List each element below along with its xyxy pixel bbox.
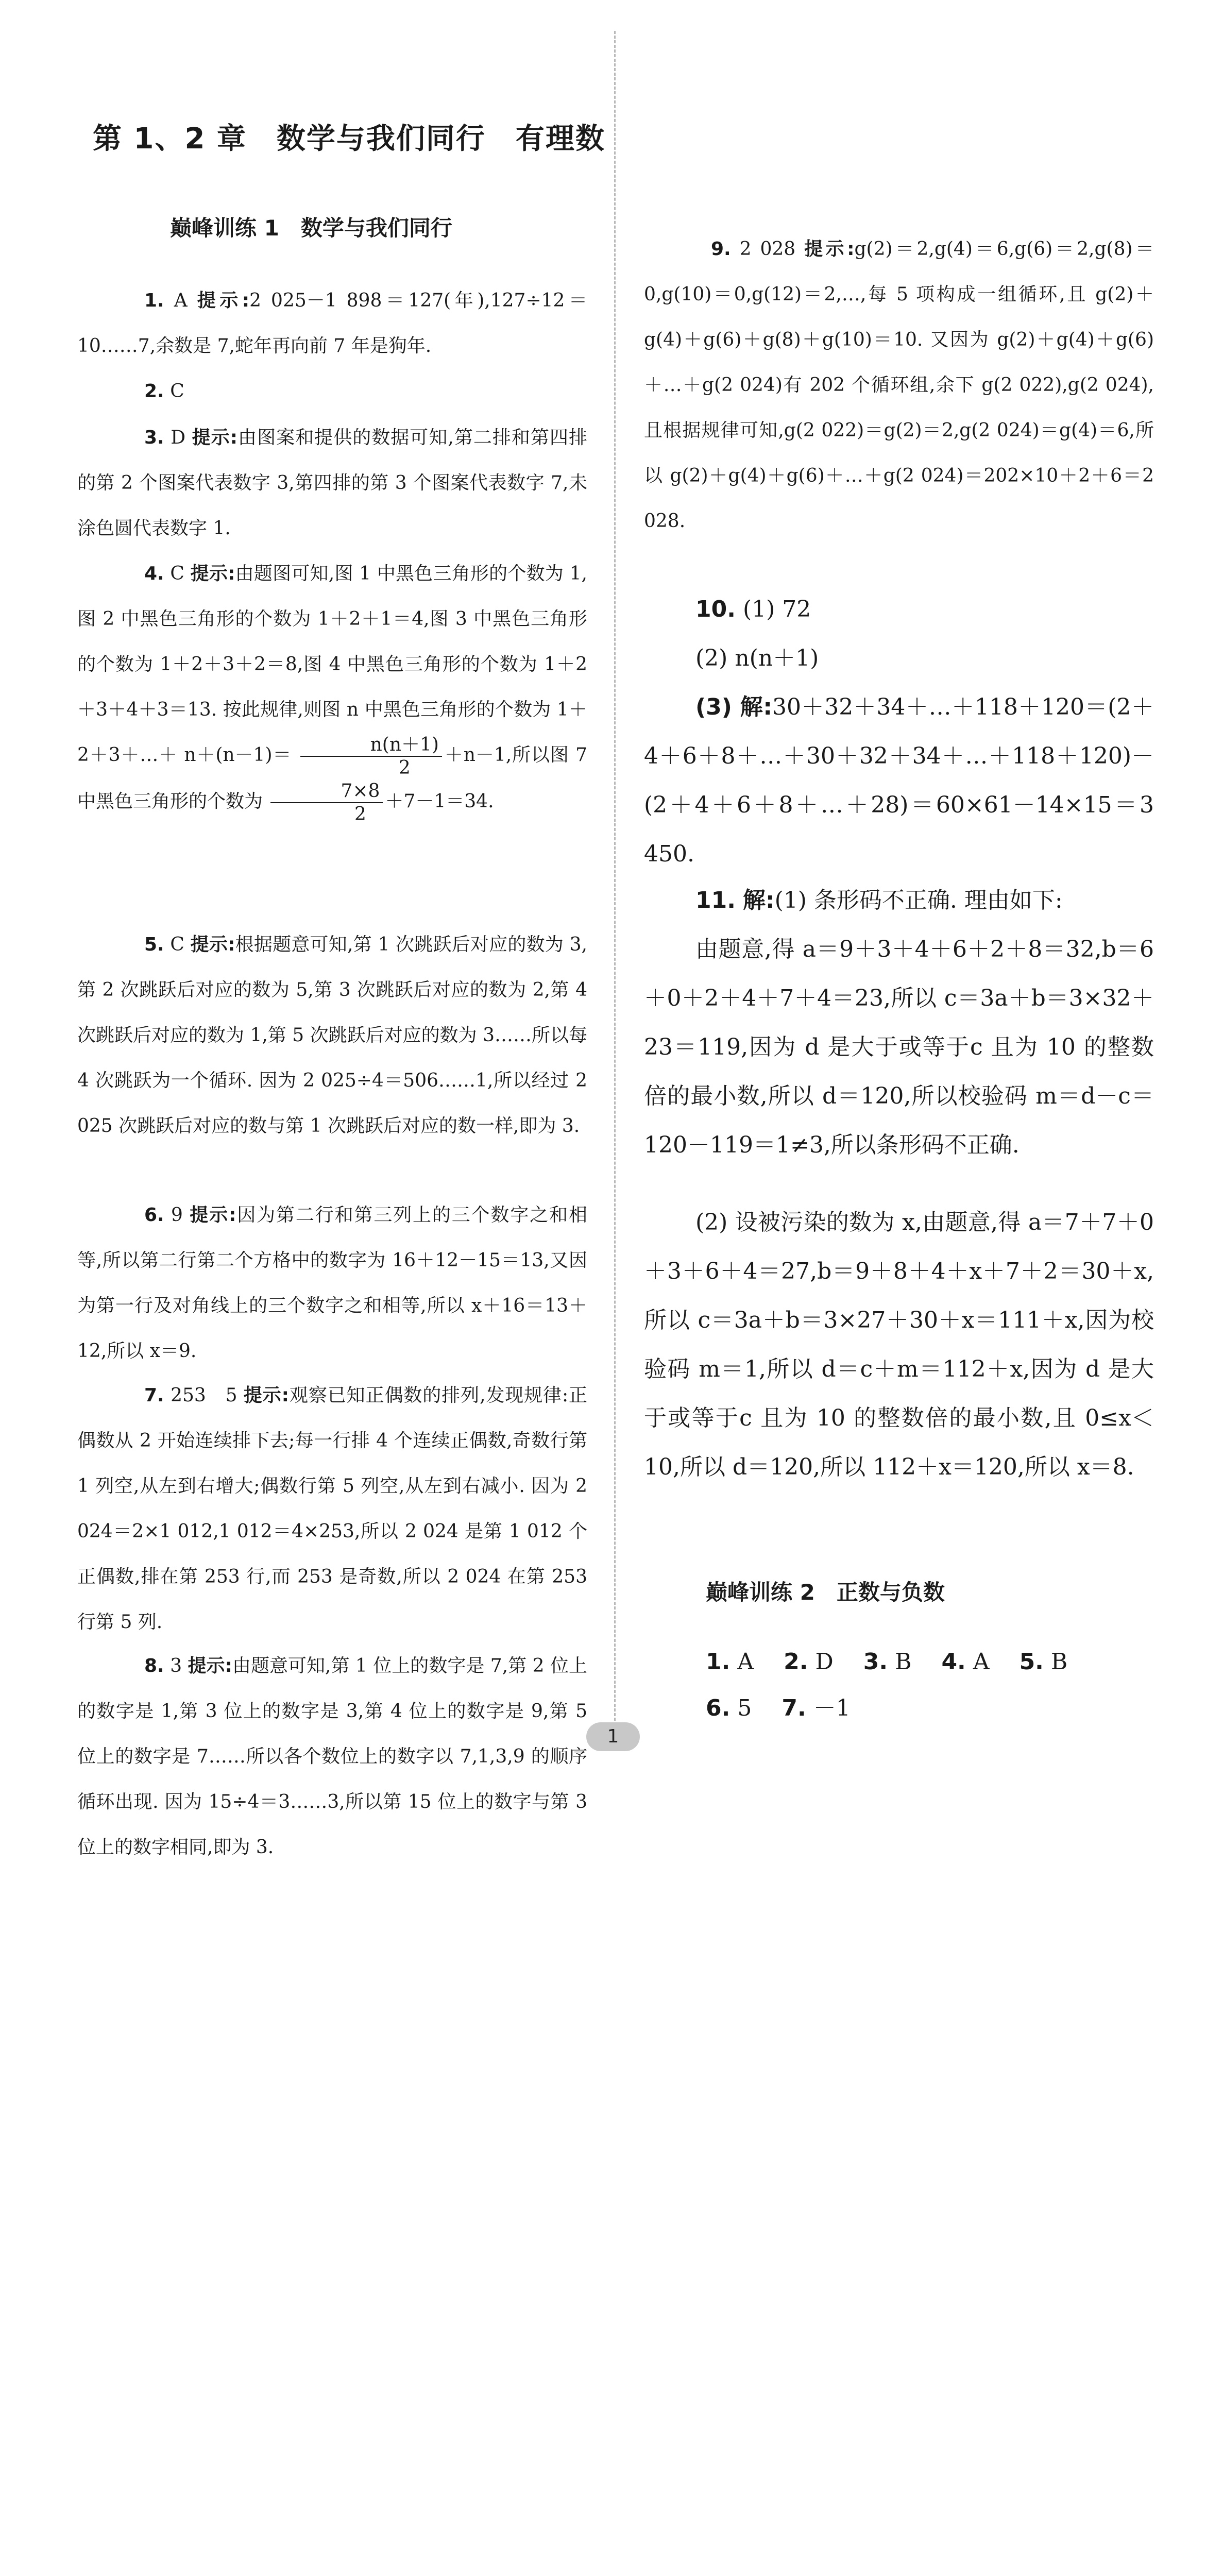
q10-part-3-text: 30＋32＋34＋…＋118＋120＝(2＋4＋6＋8＋…＋30＋32＋34＋…＋118＋120)－(2＋4＋6＋8＋…＋28)＝60×61－14×15＝3 450. (644, 694, 1154, 867)
q7-answer: 253 5 (171, 1385, 237, 1406)
q7-number: 7. (144, 1385, 164, 1406)
q8-hint-label: 提示: (188, 1655, 232, 1676)
q3-answer: D (171, 427, 186, 448)
chapter-title: 第 1、2 章 数学与我们同行 有理数 (93, 122, 605, 156)
q4-frac1-numerator: n(n＋1) (300, 734, 442, 757)
s2-q1-answer: A (737, 1649, 754, 1675)
q1-hint-label: 提示: (197, 290, 250, 311)
q2-number: 2. (144, 381, 164, 402)
q11-part-2-text: (2) 设被污染的数为 x,由题意,得 a＝7＋7＋0＋3＋6＋4＝27,b＝9＋8＋4＋x＋7＋2＝30＋x,所以 c＝3a＋b＝3×27＋30＋x＝111＋x,因为校验码 m＝1,所以 d＝c＋m＝112＋x,因为 d 是大于或等于c 且为 10 的整数倍的最小数,且 0≤x＜10,所以 d＝120,所以 112＋x＝120,所以 x＝8. (644, 1209, 1154, 1480)
q6-hint-text: 因为第二行和第三列上的三个数字之和相等,所以第二行第二个方格中的数字为 16＋12－15＝13,又因为第一行及对角线上的三个数字之和相等,所以 x＋16＝13＋12,所以 x＝9. (77, 1205, 587, 1362)
q8-hint-text: 由题意可知,第 1 位上的数字是 7,第 2 位上的数字是 1,第 3 位上的数字是 3,第 4 位上的数字是 9,第 5 位上的数字是 7……所以各个数位上的数字以 7,1,3,9 的顺序循环出现. 因为 15÷4＝3……3,所以第 15 位上的数字与第 3 位上的数字相同,即为 3. (77, 1655, 587, 1858)
q3-hint-text: 由图案和提供的数据可知,第二排和第四排的第 2 个图案代表数字 3,第四排的第 3 个图案代表数字 7,未涂色圆代表数字 1. (77, 427, 587, 539)
q9-hint-text: g(2)＝2,g(4)＝6,g(6)＝2,g(8)＝0,g(10)＝0,g(12)＝2,…,每 5 项构成一组循环,且 g(2)＋g(4)＋g(6)＋g(8)＋g(10)＝10. 又因为 g(2)＋g(4)＋g(6)＋…＋g(2 024)有 202 个循环组,余下 g(2 022),g(2 024),且根据规律可知,g(2 022)＝g(2)＝2,g(2 024)＝g(4)＝6,所以 g(2)＋g(4)＋g(6)＋…＋g(2 024)＝202×10＋2＋6＝2 028. (644, 239, 1154, 532)
q10-part-3-label: (3) 解: (695, 694, 772, 720)
q5-number: 5. (144, 934, 164, 955)
q4-hint-text: 由题图可知,图 1 中黑色三角形的个数为 1,图 2 中黑色三角形的个数为 1＋2＋1＝4,图 3 中黑色三角形的个数为 1＋2＋3＋2＝8,图 4 中黑色三角形的个数为 1＋2＋3＋4＋3＝13. 按此规律,则图 n 中黑色三角形的个数为 1＋2＋3＋…＋ n＋(n－1)＝ (77, 563, 587, 766)
page-number: 1 (586, 1722, 640, 1751)
answer-10-part-2 (644, 634, 1154, 683)
q5-answer: C (170, 934, 184, 955)
column-divider (614, 31, 616, 1721)
answer-3 (77, 415, 587, 551)
s2-q6-number: 6. (706, 1695, 731, 1721)
q6-number: 6. (144, 1205, 164, 1226)
q8-answer: 3 (170, 1655, 182, 1676)
q5-hint-label: 提示: (190, 934, 235, 955)
q6-hint-label: 提示: (190, 1205, 236, 1226)
section2-answers-row-2 (706, 1684, 1169, 1733)
q1-hint-text: 2 025－1 898＝127(年),127÷12＝10……7,余数是 7,蛇年再向前 7 年是狗年. (77, 290, 587, 357)
q8-number: 8. (144, 1655, 164, 1676)
answer-11-lead (644, 876, 1154, 925)
section1-title: 巅峰训练 1 数学与我们同行 (170, 215, 452, 241)
q3-hint-label: 提示: (192, 427, 238, 448)
q3-number: 3. (144, 427, 164, 448)
q4-hint-text-3: ＋7－1＝34. (385, 791, 494, 812)
q1-answer: A (174, 290, 188, 311)
q4-fraction-1 (300, 734, 442, 779)
q10-number: 10. (695, 596, 736, 622)
answer-11-part-2 (644, 1198, 1154, 1492)
q11-label: 解: (742, 887, 775, 913)
answer-10-part-1 (644, 585, 1154, 634)
section2-answers-row-1 (706, 1637, 1169, 1686)
q7-hint-text: 观察已知正偶数的排列,发现规律:正偶数从 2 开始连续排下去;每一行排 4 个连续正偶数,奇数行第 1 列空,从左到右增大;偶数行第 5 列空,从左到右减小. 因为 2 024＝2×1 012,1 012＝4×253,所以 2 024 是第 1 012 个正偶数,排在第 253 行,而 253 是奇数,所以 2 024 在第 253 行第 5 列. (77, 1385, 587, 1633)
q4-frac2-numerator: 7×8 (270, 780, 383, 803)
answer-1 (77, 278, 587, 369)
answer-5 (77, 922, 587, 1149)
s2-q7-answer: －1 (813, 1695, 851, 1721)
q1-number: 1. (144, 290, 164, 311)
s2-q6-answer: 5 (737, 1695, 752, 1721)
q2-answer: C (170, 381, 184, 402)
q4-frac1-denominator: 2 (398, 757, 411, 778)
q10-part-1: (1) 72 (742, 596, 811, 622)
q4-number: 4. (144, 563, 164, 584)
answer-8 (77, 1643, 587, 2576)
answer-6 (77, 1193, 587, 1374)
q6-answer: 9 (171, 1205, 183, 1226)
q9-hint-label: 提示: (804, 239, 855, 260)
q4-answer: C (170, 563, 184, 584)
s2-q4-number: 4. (941, 1649, 966, 1675)
answer-7 (77, 1373, 587, 1645)
q11-part-1-text: 由题意,得 a＝9＋3＋4＋6＋2＋8＝32,b＝6＋0＋2＋4＋7＋4＝23,所以 c＝3a＋b＝3×32＋23＝119,因为 d 是大于或等于c 且为 10 的整数倍的最小数,所以 d＝120,所以校验码 m＝d－c＝120－119＝1≠3,所以条形码不正确. (644, 936, 1154, 1158)
s2-q5-answer: B (1050, 1649, 1068, 1675)
answer-9 (644, 227, 1154, 544)
q11-number: 11. (695, 887, 736, 913)
q7-hint-label: 提示: (243, 1385, 290, 1406)
answer-4 (77, 551, 587, 825)
s2-q7-number: 7. (782, 1695, 806, 1721)
answer-11-part-1 (644, 925, 1154, 1170)
answer-10-part-3 (644, 683, 1154, 878)
q4-hint-label: 提示: (190, 563, 235, 584)
s2-q5-number: 5. (1019, 1649, 1044, 1675)
q9-answer: 2 028 (739, 239, 796, 260)
s2-q2-answer: D (815, 1649, 834, 1675)
s2-q3-number: 3. (863, 1649, 888, 1675)
q4-frac2-denominator: 2 (354, 804, 366, 825)
answer-2 (77, 369, 587, 414)
s2-q2-number: 2. (784, 1649, 808, 1675)
q4-hint-text-2: ＋n－1,所以图 7 中黑色三角形的个数为 (77, 744, 587, 812)
s2-q3-answer: B (895, 1649, 912, 1675)
q5-hint-text: 根据题意可知,第 1 次跳跃后对应的数为 3,第 2 次跳跃后对应的数为 5,第 3 次跳跃后对应的数为 2,第 4 次跳跃后对应的数为 1,第 5 次跳跃后对应的数为 3……所以每 4 次跳跃为一个循环. 因为 2 025÷4＝506……1,所以经过 2 025 次跳跃后对应的数与第 1 次跳跃后对应的数一样,即为 3. (77, 934, 587, 1137)
q9-number: 9. (711, 239, 731, 260)
q11-part-1-lead: (1) 条形码不正确. 理由如下: (774, 887, 1063, 913)
q10-part-2: (2) n(n＋1) (695, 645, 819, 671)
s2-q4-answer: A (973, 1649, 990, 1675)
q4-fraction-2 (270, 780, 383, 825)
s2-q1-number: 1. (706, 1649, 731, 1675)
section2-title: 巅峰训练 2 正数与负数 (706, 1580, 945, 1605)
